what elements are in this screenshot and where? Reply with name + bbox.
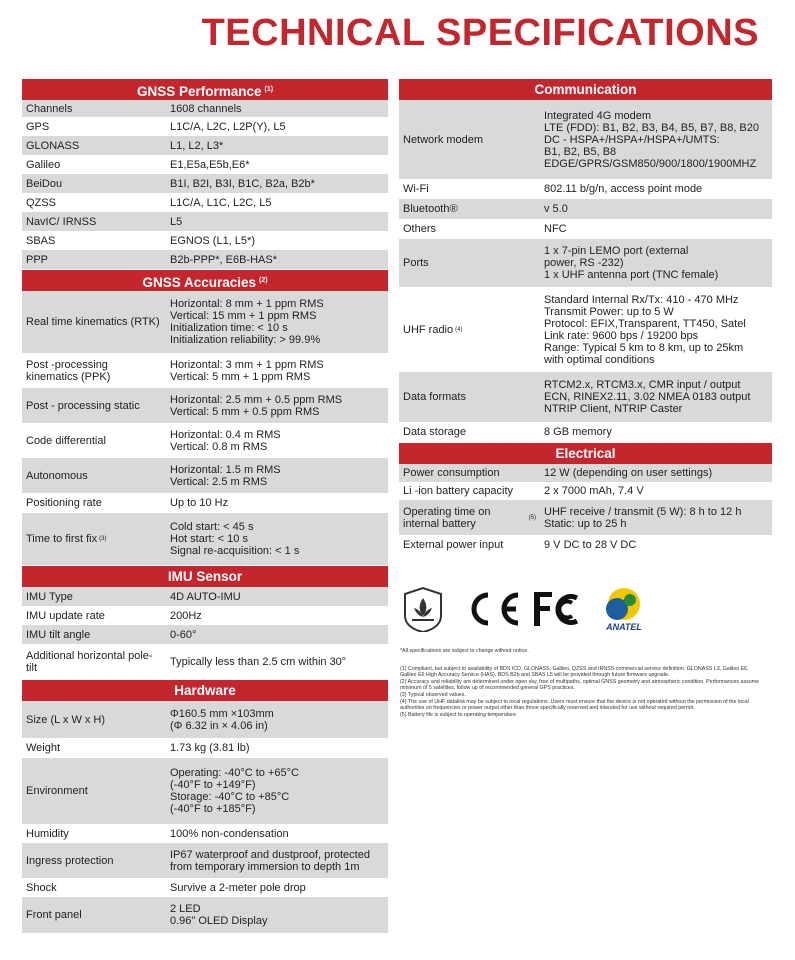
- spec-footnote-ref: (4): [455, 326, 463, 333]
- spec-value: [540, 219, 772, 239]
- ce-mark-icon: [474, 595, 518, 623]
- spec-value-line: Operating: -40°C to +65°C: [170, 767, 299, 779]
- spec-label-text: Front panel: [26, 909, 82, 921]
- spec-value-line: Range: Typical 5 km to 8 km, up to 25km: [544, 341, 744, 354]
- spec-value-line: 1 x 7-pin LEMO port (external: [544, 245, 689, 257]
- spec-row: [22, 155, 388, 174]
- spec-value: [166, 212, 388, 231]
- spec-label: [22, 100, 166, 117]
- spec-label: [22, 701, 166, 738]
- spec-label: [22, 897, 166, 933]
- spec-table: [399, 464, 772, 555]
- spec-row: [22, 606, 388, 625]
- spec-value-line: 9 V DC to 28 V DC: [544, 539, 637, 551]
- spec-row: [22, 625, 388, 644]
- spec-label-text: Post -processing kinematics (PPK): [26, 358, 111, 383]
- spec-value-line: 2 LED: [170, 903, 201, 915]
- spec-label: [399, 100, 540, 179]
- spec-label-text: Post - processing static: [26, 399, 140, 412]
- spec-label-text: Humidity: [26, 827, 69, 840]
- spec-row: [22, 212, 388, 231]
- spec-value-line: Up to 10 Hz: [170, 497, 229, 509]
- spec-label: [22, 193, 166, 212]
- spec-value-line: Initialization reliability: > 99.9%: [170, 334, 321, 346]
- spec-label: [399, 482, 540, 500]
- spec-value-line: power, RS -232): [544, 257, 624, 269]
- spec-label: [22, 878, 166, 897]
- spec-row: [399, 372, 772, 422]
- left-column: [22, 78, 388, 933]
- spec-row: [22, 824, 388, 843]
- spec-value-line: (Φ 6.32 in × 4.06 in): [170, 719, 268, 732]
- spec-value: [540, 500, 772, 535]
- spec-label-text: Time to first fix: [26, 533, 98, 545]
- spec-value-line: L1C/A, L1C, L2C, L5: [170, 196, 272, 209]
- spec-value: [166, 758, 388, 824]
- spec-table: [22, 100, 388, 269]
- spec-row: [22, 291, 388, 353]
- electrical-section: [399, 443, 772, 555]
- footnote-item: (3) Typical observed values.: [400, 691, 466, 698]
- spec-value-line: Horizontal: 8 mm + 1 ppm RMS: [170, 298, 324, 310]
- spec-value: [540, 287, 772, 372]
- spec-row: [399, 422, 772, 442]
- spec-value-line: with optimal conditions: [544, 353, 655, 366]
- spec-label: [399, 199, 540, 219]
- spec-row: [22, 174, 388, 193]
- gnss-performance-section: [22, 79, 388, 269]
- spec-row: [399, 500, 772, 535]
- spec-value-line: Horizontal: 1.5 m RMS: [170, 463, 281, 476]
- spec-value-line: Integrated 4G modem: [544, 109, 652, 122]
- spec-label: [22, 738, 166, 758]
- spec-row: [22, 458, 388, 493]
- section-header-label: GNSS Accuracies: [142, 275, 256, 290]
- spec-label: [22, 250, 166, 269]
- spec-value: [166, 843, 388, 878]
- spec-value: [166, 738, 388, 758]
- spec-value-line: 1608 channels: [170, 102, 242, 115]
- fcc-logo-icon: [534, 592, 577, 626]
- spec-label: [399, 219, 540, 239]
- spec-value: [166, 701, 388, 738]
- spec-row: [22, 193, 388, 212]
- spec-value: [166, 458, 388, 493]
- spec-value-line: from temporary immersion to depth 1m: [170, 860, 360, 873]
- spec-value-line: Standard Internal Rx/Tx: 410 - 470 MHz: [544, 293, 739, 306]
- section-header: [399, 443, 772, 464]
- spec-label-text: Data storage: [403, 426, 466, 438]
- page-title: TECHNICAL SPECIFICATIONS: [201, 12, 759, 54]
- spec-row: [22, 878, 388, 897]
- spec-label-text: SBAS: [26, 234, 56, 247]
- section-header: [22, 270, 388, 291]
- spec-value-line: 1 x UHF antenna port (TNC female): [544, 269, 719, 281]
- spec-value-line: B1, B2, B5, B8: [544, 145, 617, 158]
- spec-value: [166, 231, 388, 250]
- spec-label-text: Wi-Fi: [403, 183, 429, 195]
- section-header-label: GNSS Performance: [136, 84, 262, 99]
- spec-label-text: Ingress protection: [26, 854, 114, 867]
- spec-label-text: Autonomous: [26, 469, 88, 482]
- spec-label-text: Code differential: [26, 434, 106, 447]
- spec-value-line: (-40°F to +149°F): [170, 779, 256, 791]
- spec-row: [399, 287, 772, 372]
- anatel-label: ANATEL: [606, 622, 642, 632]
- spec-value: [166, 587, 388, 606]
- footnote-item: (2) Accuracy and reliability are determined under open sky, free of multipaths, optimal GNSS geometry and atmospheric condition. Performances assume minimum of 5 satellites, follow up of recommended general GPS practices.: [400, 678, 760, 692]
- imu-sensor-section: [22, 566, 388, 679]
- spec-label-text: Size (L x W x H): [26, 713, 106, 726]
- spec-value: [166, 174, 388, 193]
- spec-row: [22, 231, 388, 250]
- spec-value-line: Horizontal: 2.5 mm + 0.5 ppm RMS: [170, 393, 343, 406]
- spec-value-line: NFC: [544, 223, 567, 235]
- spec-label-text: IMU Type: [26, 590, 73, 603]
- spec-value-line: 8 GB memory: [544, 426, 612, 438]
- spec-value-line: 100% non-condensation: [170, 827, 289, 840]
- spec-value-line: Vertical: 15 mm + 1 ppm RMS: [170, 310, 317, 322]
- right-column: [399, 78, 772, 555]
- spec-value: [166, 423, 388, 458]
- spec-label-text: Operating time on internal battery: [403, 505, 491, 530]
- section-header: [22, 680, 388, 701]
- spec-value-line: 4D AUTO-IMU: [170, 590, 241, 603]
- spec-value-line: Horizontal: 3 mm + 1 ppm RMS: [170, 358, 324, 371]
- spec-value-line: Vertical: 5 mm + 0.5 ppm RMS: [170, 405, 320, 418]
- spec-label: [22, 136, 166, 155]
- spec-value: [540, 422, 772, 442]
- spec-label-text: Others: [403, 223, 437, 235]
- spec-table: [399, 100, 772, 442]
- spec-row: [399, 199, 772, 219]
- spec-label-text: Environment: [26, 785, 88, 797]
- spec-label: [22, 117, 166, 136]
- spec-value-line: Storage: -40°C to +85°C: [170, 791, 290, 803]
- spec-label-text: Bluetooth®: [403, 203, 458, 215]
- spec-label: [22, 843, 166, 878]
- section-header: [22, 79, 388, 100]
- spec-value: [166, 513, 388, 565]
- spec-value-line: B2b-PPP*, E6B-HAS*: [170, 253, 277, 266]
- spec-value: [166, 353, 388, 388]
- spec-label-text: PPP: [26, 253, 49, 266]
- spec-value: [166, 388, 388, 423]
- spec-value-line: 802.11 b/g/n, access point mode: [544, 183, 703, 195]
- spec-value-line: Φ160.5 mm ×103mm: [170, 707, 274, 720]
- spec-row: [22, 644, 388, 679]
- spec-value-line: IP67 waterproof and dustproof, protected: [170, 848, 370, 861]
- spec-value-line: L1C/A, L2C, L2P(Y), L5: [170, 120, 286, 133]
- spec-row: [399, 464, 772, 482]
- spec-value-line: Hot start: < 10 s: [170, 533, 248, 545]
- spec-value-line: Vertical: 0.8 m RMS: [170, 440, 268, 453]
- spec-value-line: 200Hz: [170, 609, 202, 622]
- spec-value: [166, 155, 388, 174]
- spec-label: [22, 212, 166, 231]
- spec-label: [22, 625, 166, 644]
- spec-row: [22, 843, 388, 878]
- spec-value-line: 12 W (depending on user settings): [544, 467, 713, 479]
- spec-value-line: Initialization time: < 10 s: [170, 322, 288, 334]
- spec-label-text: UHF radio: [403, 323, 454, 336]
- spec-value: [166, 250, 388, 269]
- spec-value-line: NTRIP Client, NTRIP Caster: [544, 403, 683, 415]
- spec-value-line: 1.73 kg (3.81 lb): [170, 742, 250, 754]
- hardware-section: [22, 680, 388, 933]
- spec-value: [540, 372, 772, 422]
- spec-row: [22, 117, 388, 136]
- spec-label: [399, 535, 540, 555]
- spec-value: [540, 199, 772, 219]
- spec-value-line: Survive a 2-meter pole drop: [170, 881, 306, 894]
- footnote-item: (1) Compliant, but subject to availability of BDS ICD, GLONASS, Galileo, QZSS and IRNSS commercial service definition. GLONASS L3, Galileo E6, Galileo E6 High Accuracy Service (HAS), BDS B2b and SBAS L5 will be provided through future firmware upgrade.: [400, 665, 749, 679]
- spec-value: [166, 291, 388, 353]
- spec-value: [540, 239, 772, 287]
- spec-value-line: Transmit Power: up to 5 W: [544, 305, 674, 318]
- spec-value-line: Vertical: 2.5 m RMS: [170, 475, 268, 488]
- spec-label-text: NavIC/ IRNSS: [26, 215, 97, 228]
- spec-value-line: UHF receive / transmit (5 W): 8 h to 12 h: [544, 505, 742, 518]
- spec-label: [22, 513, 166, 565]
- section-header-label: Hardware: [174, 683, 236, 698]
- spec-value-line: 2 x 7000 mAh, 7.4 V: [544, 485, 644, 497]
- spec-row: [399, 100, 772, 179]
- spec-label-text: Additional horizontal pole-tilt: [26, 649, 153, 674]
- spec-value-line: LTE (FDD): B1, B2, B3, B4, B5, B7, B8, B20: [544, 121, 759, 134]
- spec-value-line: 0-60°: [170, 628, 197, 641]
- spec-label-text: GPS: [26, 120, 50, 133]
- spec-label-text: Galileo: [26, 158, 61, 171]
- spec-value-line: Typically less than 2.5 cm within 30°: [170, 655, 347, 668]
- spec-label: [399, 464, 540, 482]
- spec-label: [22, 824, 166, 843]
- spec-label-text: External power input: [403, 539, 504, 551]
- gnss-accuracies-section: [22, 270, 388, 565]
- spec-row: [22, 423, 388, 458]
- spec-value: [166, 824, 388, 843]
- spec-value: [540, 535, 772, 555]
- spec-value-line: Horizontal: 0.4 m RMS: [170, 428, 281, 441]
- spec-footnote-ref: (5): [528, 514, 536, 521]
- spec-value: [166, 878, 388, 897]
- spec-value-line: Vertical: 5 mm + 1 ppm RMS: [170, 370, 311, 383]
- spec-table: [22, 701, 388, 933]
- footnotes: [400, 648, 762, 718]
- spec-label-text: Ports: [403, 257, 429, 269]
- spec-value: [166, 493, 388, 513]
- spec-label-text: Li -ion battery capacity: [403, 485, 514, 497]
- section-header-label: Communication: [534, 82, 637, 97]
- section-header-label: IMU Sensor: [167, 569, 243, 584]
- spec-value: [166, 897, 388, 933]
- spec-label: [399, 422, 540, 442]
- spec-table: [22, 587, 388, 679]
- spec-value-line: E1,E5a,E5b,E6*: [170, 158, 250, 171]
- spec-value: [540, 482, 772, 500]
- spec-value: [540, 100, 772, 179]
- spec-row: [399, 239, 772, 287]
- spec-label: [399, 287, 540, 372]
- spec-label: [22, 493, 166, 513]
- section-footnote-ref: (1): [264, 86, 274, 93]
- spec-row: [22, 250, 388, 269]
- spec-value: [166, 606, 388, 625]
- spec-row: [399, 482, 772, 500]
- spec-label: [22, 353, 166, 388]
- spec-value-line: ECN, RINEX2.11, 3.02 NMEA 0183 output: [544, 391, 751, 403]
- spec-label-text: Real time kinematics (RTK): [26, 316, 160, 328]
- spec-row: [22, 493, 388, 513]
- spec-label-text: GLONASS: [26, 139, 80, 152]
- spec-label: [399, 239, 540, 287]
- spec-row: [22, 388, 388, 423]
- spec-value: [166, 644, 388, 679]
- spec-row: [22, 100, 388, 117]
- spec-value-line: Signal re-acquisition: < 1 s: [170, 545, 300, 557]
- spec-row: [399, 535, 772, 555]
- spec-label: [22, 155, 166, 174]
- spec-row: [22, 897, 388, 933]
- spec-label-text: Positioning rate: [26, 497, 102, 509]
- spec-row: [22, 513, 388, 565]
- spec-row: [22, 353, 388, 388]
- spec-value-line: EDGE/GPRS/GSM850/900/1800/1900MHZ: [544, 157, 757, 170]
- spec-value-line: Cold start: < 45 s: [170, 521, 254, 533]
- spec-table: [22, 291, 388, 565]
- spec-row: [22, 738, 388, 758]
- spec-value: [166, 117, 388, 136]
- spec-footnote-ref: (3): [99, 536, 107, 542]
- spec-value: [540, 179, 772, 199]
- anatel-logo-icon: [606, 588, 640, 620]
- spec-label-text: Shock: [26, 881, 57, 894]
- spec-value: [166, 625, 388, 644]
- section-header: [22, 566, 388, 587]
- disclaimer-note: *All specifications are subject to change without notice.: [400, 648, 529, 654]
- spec-label-text: Weight: [26, 742, 61, 754]
- spec-value: [166, 193, 388, 212]
- footnote-item: (5) Battery life is subject to operating temperature.: [400, 711, 518, 718]
- spec-label-text: Data formats: [403, 391, 466, 403]
- spec-value-line: Link rate: 9600 bps / 19200 bps: [544, 329, 699, 342]
- spec-label: [22, 606, 166, 625]
- spec-value-line: L1, L2, L3*: [170, 139, 224, 152]
- certification-logos: [402, 586, 662, 632]
- spec-label: [22, 423, 166, 458]
- spec-row: [22, 701, 388, 738]
- spec-row: [22, 136, 388, 155]
- weee-icon: [405, 588, 441, 632]
- spec-value-line: L5: [170, 215, 183, 228]
- section-header-label: Electrical: [555, 446, 616, 461]
- spec-label: [22, 458, 166, 493]
- spec-value-line: 0.96" OLED Display: [170, 915, 268, 927]
- spec-label: [22, 644, 166, 679]
- spec-label-text: QZSS: [26, 196, 56, 209]
- spec-value: [166, 100, 388, 117]
- section-footnote-ref: (2): [259, 277, 268, 284]
- spec-label: [22, 291, 166, 353]
- spec-value: [166, 136, 388, 155]
- spec-value-line: RTCM2.x, RTCM3.x, CMR input / output: [544, 379, 741, 391]
- spec-label: [399, 500, 540, 535]
- spec-row: [399, 179, 772, 199]
- spec-value-line: DC - HSPA+/HSPA+/HSPA+/UMTS:: [544, 133, 720, 146]
- spec-label-text: Channels: [26, 102, 73, 115]
- spec-label: [22, 587, 166, 606]
- spec-label: [22, 388, 166, 423]
- spec-value-line: (-40°F to +185°F): [170, 803, 256, 815]
- spec-value-line: B1I, B2I, B3I, B1C, B2a, B2b*: [170, 177, 315, 190]
- spec-label: [22, 174, 166, 193]
- spec-value-line: EGNOS (L1, L5*): [170, 234, 255, 247]
- spec-label-text: Network modem: [403, 133, 484, 146]
- spec-value-line: Protocol: EFIX,Transparent, TT450, Satel: [544, 317, 746, 330]
- spec-label: [22, 231, 166, 250]
- spec-label-text: Power consumption: [403, 467, 500, 479]
- spec-row: [22, 758, 388, 824]
- spec-label-text: IMU tilt angle: [26, 628, 91, 641]
- footnote-item: (4) The use of UHF datalink may be subject to local regulations. Users must ensure that the device is not operated without the permission of the local authorities on frequencies or power output other than those specifically reserved and intended for use without required permit.: [400, 698, 749, 712]
- spec-label-text: BeiDou: [26, 177, 63, 190]
- spec-value-line: Static: up to 25 h: [544, 517, 627, 530]
- spec-value-line: v 5.0: [544, 203, 568, 215]
- spec-label-text: IMU update rate: [26, 609, 105, 622]
- section-header: [399, 79, 772, 100]
- spec-value: [540, 464, 772, 482]
- spec-row: [22, 587, 388, 606]
- communication-section: [399, 79, 772, 442]
- spec-label: [399, 179, 540, 199]
- spec-row: [399, 219, 772, 239]
- spec-label: [22, 758, 166, 824]
- spec-label: [399, 372, 540, 422]
